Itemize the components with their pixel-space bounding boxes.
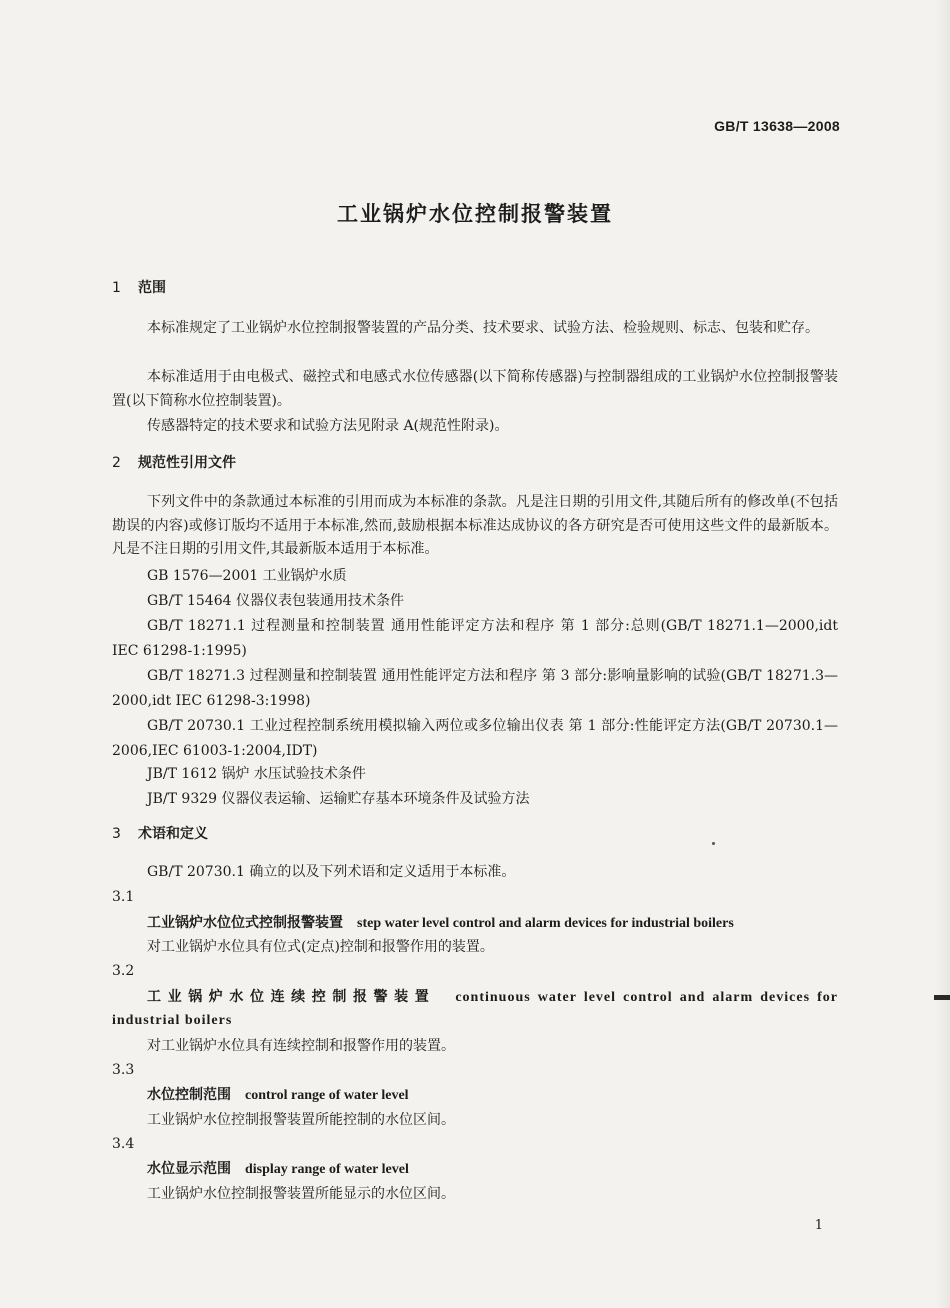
section-1-heading [112,278,166,298]
term-chinese: 工业锅炉水位位式控制报警装置 [147,915,343,931]
standard-code: GB/T 13638—2008 [714,118,840,134]
term-number: 3.1 [112,889,135,905]
reference-item: GB/T 18271.1 过程测量和控制装置 通用性能评定方法和程序 第 1 部分:总则(GB/T 18271.1—2000,idt IEC 61298-1:1995) [112,618,838,659]
term-number: 3.2 [112,963,135,979]
term-entry [147,913,734,934]
term-definition: 对工业锅炉水位具有位式(定点)控制和报警作用的装置。 [147,939,494,955]
term-entry [112,986,838,1032]
references-intro: 下列文件中的条款通过本标准的引用而成为本标准的条款。凡是注日期的引用文件,其随后所有的修改单(不包括勘误的内容)或修订版均不适用于本标准,然而,鼓励根据本标准达成协议的各方研究是否可使用这些文件的最新版本。凡是不注日期的引用文件,其最新版本适用于本标准。 [112,494,838,557]
term-definition: 工业锅炉水位控制报警装置所能控制的水位区间。 [147,1112,455,1128]
page-number: 1 [814,1218,823,1233]
section-2-heading [112,453,236,473]
section-title: 规范性引用文件 [138,455,236,471]
reference-item: GB/T 18271.3 过程测量和控制装置 通用性能评定方法和程序 第 3 部分:影响量影响的试验(GB/T 18271.3—2000,idt IEC 61298-3:1998) [112,668,838,709]
term-english: continuous water level control and alarm devices for industrial boilers [112,990,838,1028]
scope-paragraph-2: 本标准适用于由电极式、磁控式和电感式水位传感器(以下简称传感器)与控制器组成的工业锅炉水位控制报警装置(以下简称水位控制装置)。 [112,369,838,409]
document-title: 工业锅炉水位控制报警装置 [337,202,613,226]
section-number: 2 [112,455,121,471]
term-entry [147,1085,409,1106]
section-title: 术语和定义 [138,826,208,842]
section-3-heading [112,824,208,844]
term-entry [147,1159,409,1180]
terms-intro: GB/T 20730.1 确立的以及下列术语和定义适用于本标准。 [147,864,516,880]
term-chinese: 水位控制范围 [147,1087,231,1103]
term-english: display range of water level [245,1162,409,1177]
term-english: step water level control and alarm devices for industrial boilers [357,916,734,931]
term-english: control range of water level [245,1088,409,1103]
reference-item: JB/T 1612 锅炉 水压试验技术条件 [147,766,366,782]
scope-paragraph-3: 传感器特定的技术要求和试验方法见附录 A(规范性附录)。 [147,418,509,434]
scan-speck [712,842,715,845]
term-number: 3.3 [112,1062,135,1078]
section-number: 3 [112,826,121,842]
reference-item: GB 1576—2001 工业锅炉水质 [147,568,347,584]
term-definition: 工业锅炉水位控制报警装置所能显示的水位区间。 [147,1186,455,1202]
reference-item: GB/T 15464 仪器仪表包装通用技术条件 [147,593,404,609]
section-title: 范围 [138,280,166,296]
scope-paragraph-1: 本标准规定了工业锅炉水位控制报警装置的产品分类、技术要求、试验方法、检验规则、标志、包装和贮存。 [147,320,819,336]
term-chinese: 水位显示范围 [147,1161,231,1177]
term-number: 3.4 [112,1136,135,1152]
reference-item: JB/T 9329 仪器仪表运输、运输贮存基本环境条件及试验方法 [147,791,530,807]
term-definition: 对工业锅炉水位具有连续控制和报警作用的装置。 [147,1038,455,1054]
term-chinese: 工业锅炉水位连续控制报警装置 [147,989,436,1005]
scan-shadow [936,0,950,1308]
section-number: 1 [112,280,121,296]
reference-item: GB/T 20730.1 工业过程控制系统用模拟输入两位或多位输出仪表 第 1 部分:性能评定方法(GB/T 20730.1—2006,IEC 61003-1:2004,IDT) [112,718,838,759]
